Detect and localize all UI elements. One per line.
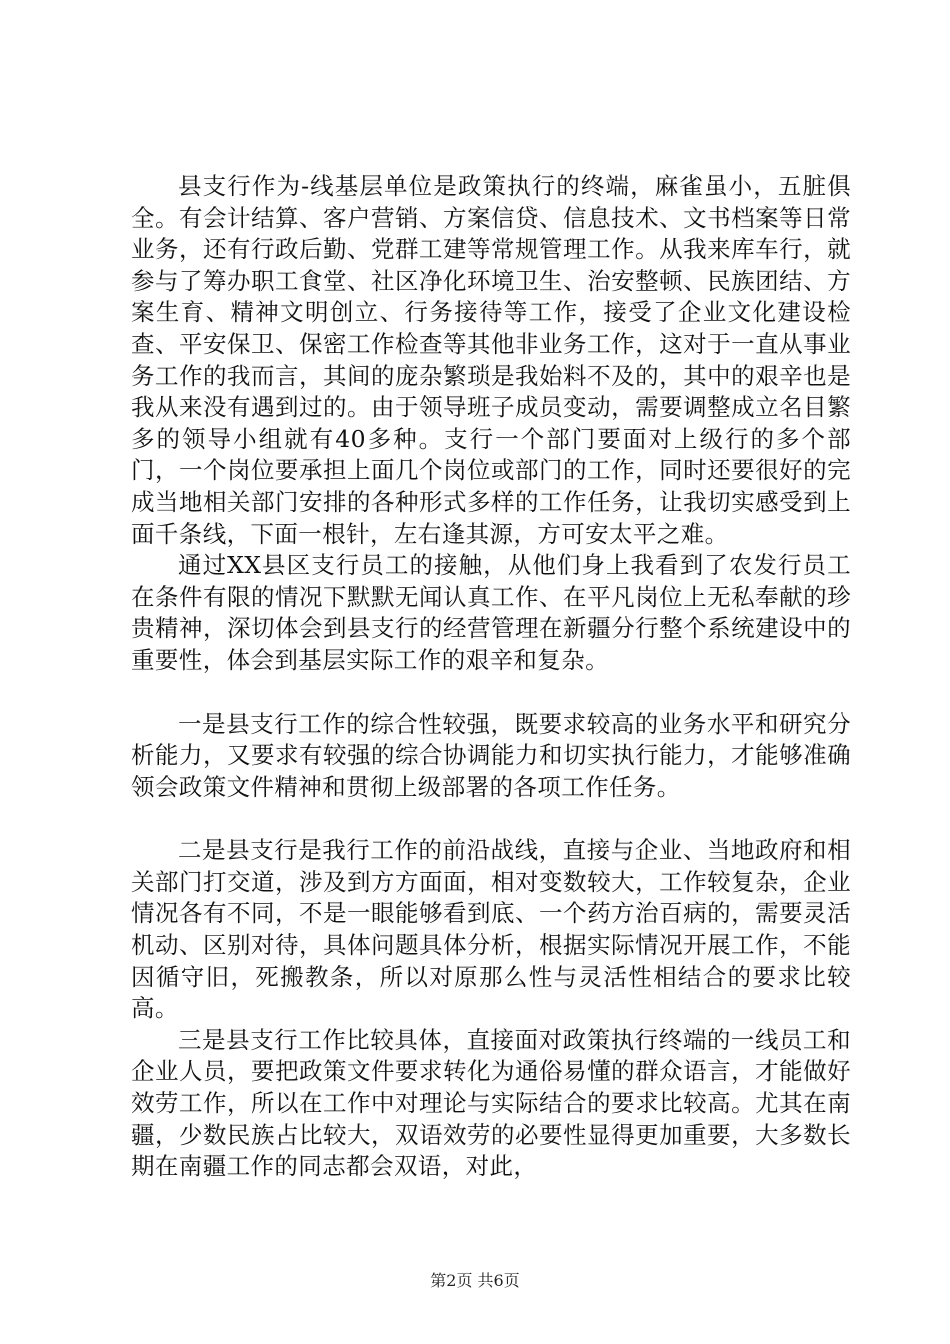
document-body [131, 171, 851, 1183]
page-number-footer: 第2页 共6页 [430, 1271, 520, 1290]
paragraph-spacer [131, 803, 851, 835]
paragraph-1: 县支行作为-线基层单位是政策执行的终端，麻雀虽小，五脏俱全。有会计结算、客户营销、方案信贷、信息技术、文书档案等日常业务，还有行政后勤、党群工建等常规管理工作。从我来库车行，就参与了筹办职工食堂、社区净化环境卫生、治安整顿、民族团结、方案生育、精神文明创立、行务接待等工作，接受了企业文化建设检查、平安保卫、保密工作检查等其他非业务工作，这对于一直从事业务工作的我而言，其间的庞杂繁琐是我始料不及的，其中的艰辛也是我从来没有遇到过的。由于领导班子成员变动，需要调整成立名目繁多的领导小组就有40多种。支行一个部门要面对上级行的多个部门，一个岗位要承担上面几个岗位或部门的工作，同时还要很好的完成当地相关部门安排的各种形式多样的工作任务，让我切实感受到上面千条线，下面一根针，左右逢其源，方可安太平之难。 [131, 172, 851, 548]
paragraph-spacer [131, 677, 851, 709]
paragraph-4: 二是县支行是我行工作的前沿战线，直接与企业、当地政府和相关部门打交道，涉及到方方面面，相对变数较大，工作较复杂，企业情况各有不同，不是一眼能够看到底、一个药方治百病的，需要灵活机动、区别对待，具体问题具体分析，根据实际情况开展工作，不能因循守旧，死搬教条，所以对原那么性与灵活性相结合的要求比较高。 [131, 836, 851, 1023]
paragraph-2: 通过XX县区支行员工的接触，从他们身上我看到了农发行员工在条件有限的情况下默默无闻认真工作、在平凡岗位上无私奉献的珍贵精神，深切体会到县支行的经营管理在新疆分行整个系统建设中的重要性，体会到基层实际工作的艰辛和复杂。 [131, 551, 851, 674]
paragraph-3: 一是县支行工作的综合性较强，既要求较高的业务水平和研究分析能力，又要求有较强的综合协调能力和切实执行能力，才能够准确领会政策文件精神和贯彻上级部署的各项工作任务。 [131, 709, 851, 801]
paragraph-5: 三是县支行工作比较具体，直接面对政策执行终端的一线员工和企业人员，要把政策文件要求转化为通俗易懂的群众语言，才能做好效劳工作，所以在工作中对理论与实际结合的要求比较高。尤其在南疆，少数民族占比较大，双语效劳的必要性显得更加重要，大多数长期在南疆工作的同志都会双语，对此， [131, 1025, 851, 1181]
